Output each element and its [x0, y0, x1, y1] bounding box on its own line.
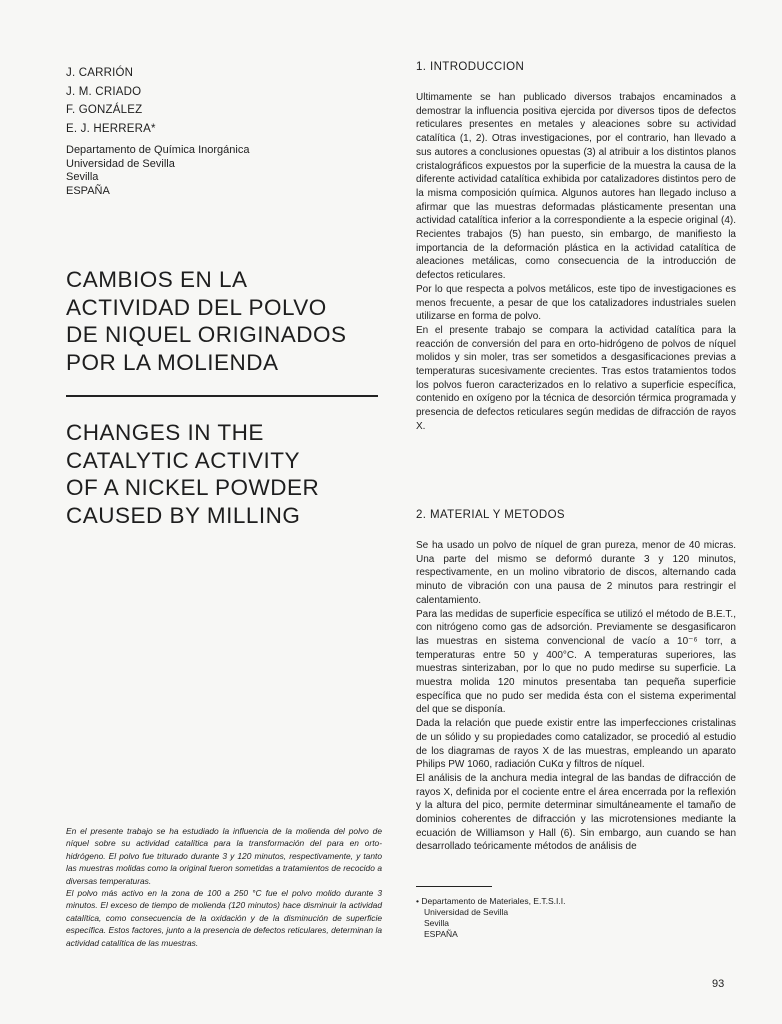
body-paragraph: Para las medidas de superficie específica se utilizó el método de B.E.T., con nitrógeno como gas de adsorción. Previamente se desgasificaron las muestras en sistema convencional de vacío a 10⁻⁶ torr, a temperaturas entre 50 y 400°C. A temperaturas superiores, las muestras sinterizaban, por lo que no pudo medirse su superficie. La muestra molida 120 minutos presentaba tan pequeña superficie específica que no pudo ser medida ésta con el sistema experimental del que se disponía.	[416, 608, 736, 716]
author-block	[66, 64, 382, 198]
body-paragraph: Por lo que respecta a polvos metálicos, este tipo de investigaciones es menos frecuente, a pesar de que los catalizadores industriales suelen utilizarse en forma de polvo.	[416, 283, 736, 323]
footnote	[416, 896, 656, 940]
abstract-paragraph: En el presente trabajo se ha estudiado la influencia de la molienda del polvo de níquel sobre su actividad catalítica para la transformación del para en orto-hidrógeno. El polvo fue triturado durante 3 y 120 minutos, respectivamente, y tanto las muestras molidas como la original fueron sometidas a tratamientos de recocido a diversas temperaturas.	[66, 826, 382, 886]
footnote-line: Sevilla	[424, 918, 450, 928]
abstract-paragraph: El polvo más activo en la zona de 100 a 250 °C fue el polvo molido durante 3 minutos. El exceso de tiempo de molienda (120 minutos) hace disminuir la actividad catalítica, como consecuencia de la oxidación y de la disminución de superficie específica. Estos factores, junto a la presencia de defectos reticulares, determinan la actividad catalítica de las muestras.	[66, 888, 382, 948]
author-name: E. J. HERRERA*	[66, 122, 156, 135]
body-paragraph: En el presente trabajo se compara la actividad catalítica para la reacción de conversión del para en orto-hidrógeno de polvos de níquel molidos y sin moler, tras ser sometidos a desgasificaciones previas a temperaturas sucesivamente crecientes. Tras estos tratamientos todos los polvos fueron caracterizados en lo relativo a superficie específica, contenido en oxígeno por la técnica de desorción térmica programada y presencia de defectos reticulares según medidas de difracción de rayos X.	[416, 324, 736, 432]
spanish-title	[66, 266, 382, 376]
section-heading: 1. INTRODUCCION	[416, 61, 525, 73]
title-line: CAUSED BY MILLING	[66, 502, 301, 528]
title-line: POR LA MOLIENDA	[66, 349, 279, 375]
title-line: CHANGES IN THE	[66, 420, 264, 445]
title-line: DE NIQUEL ORIGINADOS	[66, 322, 347, 347]
author-name: F. GONZÁLEZ	[66, 104, 143, 116]
author-name: J. CARRIÓN	[66, 67, 134, 79]
affiliation	[66, 144, 382, 198]
section-material-metodos	[416, 508, 736, 854]
affiliation-line: ESPAÑA	[66, 184, 110, 197]
section-introduccion	[416, 60, 736, 434]
title-line: OF A NICKEL POWDER	[66, 475, 320, 500]
author-list	[66, 64, 382, 138]
footnote-line: • Departamento de Materiales, E.T.S.I.I.	[416, 896, 566, 906]
body-paragraph: Ultimamente se han publicado diversos trabajos encaminados a demostrar la influencia positiva ejercida por diversos tipos de defectos reticulares presentes en metales y aleaciones sobre su actividad catalítica (1, 2). Otras investigaciones, por el contrario, han llevado a sus autores a conclusiones opuestas (3) al atribuir a los distintos planos cristalográficos expuestos por la superficie de la muestra la causa de la diferente actividad catalítica exhibida por catalizadores distintos pero de la misma composición química. Algunos autores han llegado incluso a afirmar que las muestras deformadas plásticamente presentan una actividad catalítica inferior a la correspondiente a la especie original (4). Recientes trabajos (5) han puesto, sin embargo, de manifiesto la importancia de la deformación plástica en la actividad catalítica de aleaciones metálicas, como consecuencia de la introducción de defectos reticulares.	[416, 92, 736, 282]
affiliation-line: Departamento de Química Inorgánica	[66, 144, 250, 156]
footnote-line: ESPAÑA	[424, 929, 458, 939]
abstract	[66, 825, 382, 949]
english-title	[66, 419, 382, 529]
footnote-divider	[416, 886, 492, 887]
page-number: 93	[712, 978, 725, 990]
body-paragraph: El análisis de la anchura media integral de las bandas de difracción de rayos X, definida por el cociente entre el área encerrada por la reflexión y la altura del pico, permite determinar simultáneamente el tamaño de dominios coherentes de difracción y las microtensiones mediante la ecuación de Williamson y Hall (6). Sin embargo, aun cuando se han desarrollado teóricamente métodos de análisis de	[416, 772, 736, 853]
title-line: CAMBIOS EN LA	[66, 267, 248, 292]
title-line: CATALYTIC ACTIVITY	[66, 447, 301, 473]
body-paragraph: Se ha usado un polvo de níquel de gran pureza, menor de 40 micras. Una parte del mismo se deformó durante 3 y 120 minutos, respectivamente, en un molino vibratorio de discos, alternando cada minuto de vibración con una pausa de 2 minutos para restringir el calentamiento.	[416, 540, 736, 606]
author-name: J. M. CRIADO	[66, 85, 142, 98]
title-line: ACTIVIDAD DEL POLVO	[66, 294, 327, 320]
affiliation-line: Universidad de Sevilla	[66, 157, 175, 170]
affiliation-line: Sevilla	[66, 171, 99, 183]
title-divider	[66, 395, 378, 397]
section-heading: 2. MATERIAL Y METODOS	[416, 509, 565, 521]
body-paragraph: Dada la relación que puede existir entre las imperfecciones cristalinas de un sólido y su propiedades como catalizador, se procedió al estudio de los diagramas de rayos X de las muestras, empleando un aparato Philips PW 1060, radiación CuKα y filtros de níquel.	[416, 718, 736, 771]
footnote-line: Universidad de Sevilla	[424, 907, 509, 917]
